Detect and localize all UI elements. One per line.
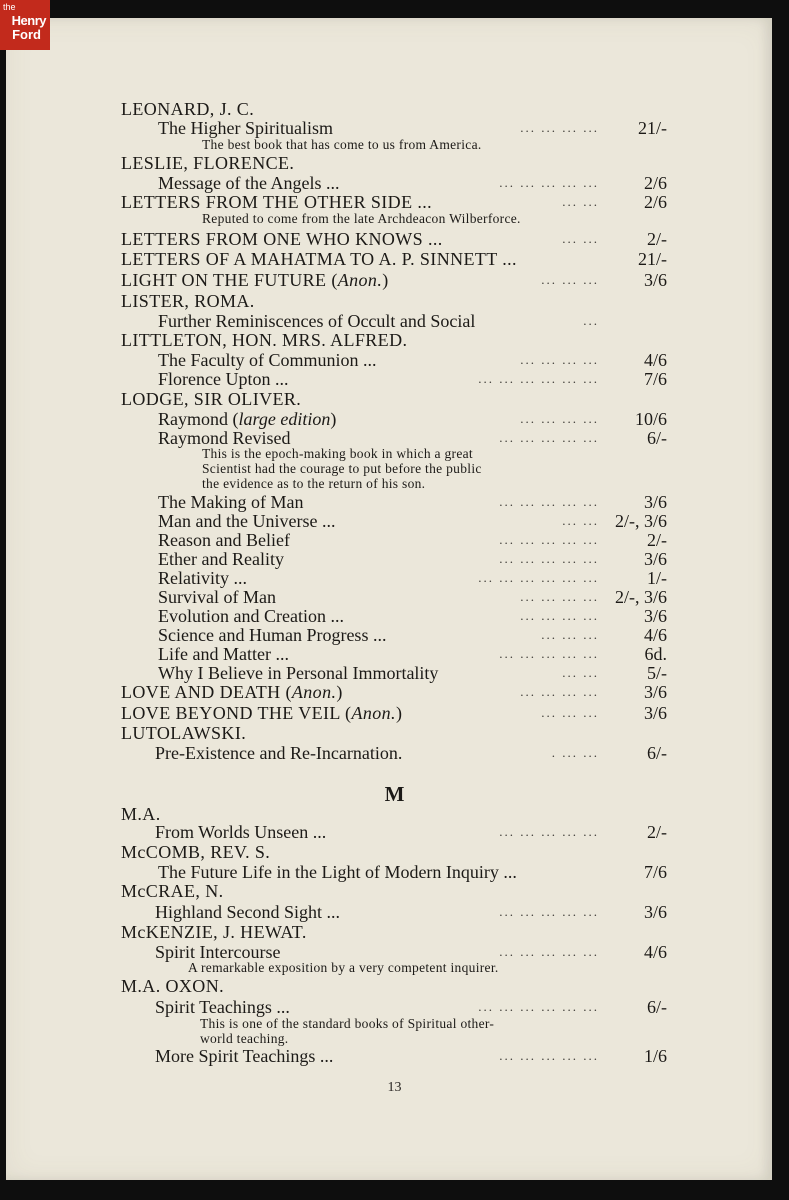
- entry-text: The best book that has come to us from America.: [202, 137, 482, 152]
- logo-text-the: the: [3, 2, 16, 12]
- entry-text: Reason and Belief: [158, 530, 290, 550]
- note-standard-books-2: [200, 1031, 288, 1046]
- author-ma: [121, 804, 161, 824]
- leader-dots: ...: [583, 313, 599, 328]
- leader-dots: ... ... ... ... ...: [499, 824, 599, 839]
- price: 2/6: [643, 192, 667, 212]
- price: 2/-: [647, 530, 667, 550]
- entry-text: Spirit Teachings ...: [155, 997, 290, 1017]
- entry-text: M.A. OXON.: [121, 976, 224, 996]
- author-lutolawski: [121, 723, 246, 743]
- title-relativity: [158, 568, 247, 588]
- entry-text: LIGHT ON THE FUTURE (: [121, 270, 338, 290]
- entry-text: LETTERS FROM THE OTHER SIDE ...: [121, 192, 433, 212]
- title-raymond-large: [158, 409, 336, 429]
- title-ether-and-reality: [158, 549, 284, 569]
- price: 1/-: [647, 568, 667, 588]
- price: 10/6: [634, 409, 667, 429]
- title-more-spirit-teachings: [155, 1046, 333, 1066]
- title-further-reminiscences: [158, 311, 475, 331]
- entry-text: The Higher Spiritualism: [158, 118, 333, 138]
- leader-dots: ... ...: [562, 194, 599, 209]
- price: 4/6: [643, 350, 667, 370]
- entry-text: Ether and Reality: [158, 549, 284, 569]
- entry-italic: Anon.: [337, 270, 383, 290]
- entry-text: From Worlds Unseen ...: [155, 822, 327, 842]
- title-why-i-believe: [158, 663, 438, 683]
- price: 4/6: [643, 625, 667, 645]
- entry-text: Survival of Man: [158, 587, 276, 607]
- price: 3/6: [643, 703, 667, 723]
- leader-dots: ... ... ... ... ...: [499, 430, 599, 445]
- leader-dots: ... ... ...: [541, 272, 599, 287]
- entry-text: Scientist had the courage to put before the public: [202, 461, 482, 476]
- entry-text: LUTOLAWSKI.: [121, 723, 247, 743]
- leader-dots: ... ... ... ... ...: [499, 944, 599, 959]
- title-letters-one-who-knows: [121, 229, 443, 249]
- entry-text: The Making of Man: [158, 492, 304, 512]
- entry-text-after: ): [336, 682, 343, 702]
- title-from-worlds-unseen: [155, 822, 326, 842]
- entry-text: LETTERS FROM ONE WHO KNOWS ...: [121, 229, 443, 249]
- entry-text: Message of the Angels ...: [158, 173, 340, 193]
- title-raymond-revised: [158, 428, 291, 448]
- price: 2/-, 3/6: [615, 587, 667, 607]
- leader-dots: ... ... ... ... ... ...: [478, 999, 599, 1014]
- leader-dots: ... ... ... ... ...: [499, 551, 599, 566]
- entry-text: LODGE, SIR OLIVER.: [121, 389, 302, 409]
- entry-text: More Spirit Teachings ...: [155, 1046, 334, 1066]
- title-spirit-intercourse: [155, 942, 280, 962]
- author-littleton: [121, 330, 407, 350]
- leader-dots: . ... ...: [551, 745, 599, 760]
- note-wilberforce: [202, 211, 521, 226]
- leader-dots: ... ... ... ... ... ...: [478, 371, 599, 386]
- title-love-beyond-veil: [121, 703, 402, 723]
- entry-italic: Anon.: [351, 703, 396, 723]
- note-epoch-1: [202, 446, 473, 461]
- entry-text: Relativity ...: [158, 568, 247, 588]
- entry-text: Evolution and Creation ...: [158, 606, 344, 626]
- note-remarkable-exposition: [188, 960, 499, 975]
- title-florence-upton: [158, 369, 288, 389]
- price: 7/6: [643, 862, 667, 882]
- title-message-of-angels: [158, 173, 339, 193]
- leader-dots: ... ... ... ... ...: [499, 1048, 599, 1063]
- price: 3/6: [643, 902, 667, 922]
- entry-text: Life and Matter ...: [158, 644, 289, 664]
- price: 2/-, 3/6: [615, 511, 667, 531]
- price: 3/6: [643, 270, 667, 290]
- leader-dots: ... ... ... ...: [520, 352, 599, 367]
- entry-text: McCRAE, N.: [121, 881, 224, 901]
- author-mccomb: [121, 842, 270, 862]
- price: 21/-: [638, 118, 667, 138]
- entry-text: A remarkable exposition by a very competent inquirer.: [188, 960, 499, 975]
- leader-dots: ... ... ... ... ...: [499, 532, 599, 547]
- author-mccrae: [121, 881, 224, 901]
- entry-text: Highland Second Sight ...: [155, 902, 340, 922]
- entry-text: LOVE BEYOND THE VEIL (: [121, 703, 352, 723]
- price: 3/6: [643, 682, 667, 702]
- leader-dots: ... ... ... ... ...: [499, 646, 599, 661]
- price: 21/-: [638, 249, 667, 269]
- title-light-on-future: [121, 270, 389, 290]
- leader-dots: ... ...: [562, 513, 599, 528]
- entry-text: The Faculty of Communion ...: [158, 350, 377, 370]
- author-lodge: [121, 389, 301, 409]
- title-faculty-of-communion: [158, 350, 376, 370]
- title-letters-mahatma: [121, 249, 517, 269]
- entry-text: LEONARD, J. C.: [121, 99, 255, 119]
- price: 3/6: [643, 549, 667, 569]
- leader-dots: ... ... ...: [541, 705, 599, 720]
- title-life-and-matter: [158, 644, 289, 664]
- price: 6/-: [647, 743, 667, 763]
- price: 2/-: [647, 229, 667, 249]
- leader-dots: ... ... ... ... ... ...: [478, 570, 599, 585]
- entry-text: LETTERS OF A MAHATMA TO A. P. SINNETT ...: [121, 249, 517, 269]
- entry-text: Raymond Revised: [158, 428, 291, 448]
- price: 6/-: [647, 428, 667, 448]
- section-letter: M: [384, 782, 405, 806]
- entry-italic: large edition: [238, 409, 331, 429]
- entry-text: LITTLETON, HON. MRS. ALFRED.: [121, 330, 408, 350]
- title-highland-second-sight: [155, 902, 340, 922]
- leader-dots: ... ... ... ...: [520, 120, 599, 135]
- author-lister: [121, 291, 255, 311]
- title-spirit-teachings: [155, 997, 290, 1017]
- entry-italic: Anon.: [291, 682, 337, 702]
- entry-text: LESLIE, FLORENCE.: [121, 153, 295, 173]
- entry-text: Further Reminiscences of Occult and Social: [158, 311, 476, 331]
- logo-text-henry: Henry: [11, 13, 46, 28]
- title-love-and-death: [121, 682, 343, 702]
- leader-dots: ... ... ... ... ...: [499, 175, 599, 190]
- title-reason-and-belief: [158, 530, 290, 550]
- entry-text: Man and the Universe ...: [158, 511, 336, 531]
- title-letters-other-side: [121, 192, 432, 212]
- leader-dots: ... ... ... ...: [520, 684, 599, 699]
- entry-text: McKENZIE, J. HEWAT.: [121, 922, 307, 942]
- note-best-book: [202, 137, 482, 152]
- price: 7/6: [643, 369, 667, 389]
- price: 4/6: [643, 942, 667, 962]
- leader-dots: ... ... ...: [541, 627, 599, 642]
- entry-text: Spirit Intercourse: [155, 942, 281, 962]
- note-epoch-3: [202, 476, 425, 491]
- leader-dots: ... ... ... ...: [520, 589, 599, 604]
- author-leonard: [121, 99, 254, 119]
- entry-text-after: ): [395, 703, 403, 723]
- entry-text: M.A.: [121, 804, 161, 824]
- price: 3/6: [643, 492, 667, 512]
- price: 2/-: [647, 822, 667, 842]
- title-future-life: [158, 862, 517, 882]
- note-epoch-2: [202, 461, 482, 476]
- henry-ford-logo: [0, 0, 50, 50]
- leader-dots: ... ... ... ... ...: [499, 904, 599, 919]
- leader-dots: ... ... ... ...: [520, 608, 599, 623]
- entry-text: This is the epoch-making book in which a great: [202, 446, 473, 461]
- entry-text: Reputed to come from the late Archdeacon Wilberforce.: [202, 211, 521, 226]
- entry-text: Why I Believe in Personal Immortality: [158, 663, 439, 683]
- author-leslie: [121, 153, 294, 173]
- title-higher-spiritualism: [158, 118, 333, 138]
- entry-text: Florence Upton ...: [158, 369, 289, 389]
- leader-dots: ... ...: [562, 231, 599, 246]
- entry-text: Pre-Existence and Re-Incarnation.: [155, 743, 403, 763]
- title-man-and-universe: [158, 511, 335, 531]
- price: 2/6: [643, 173, 667, 193]
- title-science-human-progress: [158, 625, 386, 645]
- entry-text: world teaching.: [200, 1031, 289, 1046]
- leader-dots: ... ... ... ... ...: [499, 494, 599, 509]
- title-making-of-man: [158, 492, 303, 512]
- logo-text-ford: Ford: [12, 27, 41, 42]
- entry-text: Raymond (: [158, 409, 239, 429]
- price: 3/6: [643, 606, 667, 626]
- entry-text: Science and Human Progress ...: [158, 625, 387, 645]
- price: 6/-: [647, 997, 667, 1017]
- author-mckenzie: [121, 922, 307, 942]
- author-ma-oxon: [121, 976, 224, 996]
- entry-text: McCOMB, REV. S.: [121, 842, 271, 862]
- title-evolution-and-creation: [158, 606, 344, 626]
- title-pre-existence: [155, 743, 402, 763]
- entry-text: The Future Life in the Light of Modern Inquiry ...: [158, 862, 517, 882]
- entry-text: LOVE AND DEATH (: [121, 682, 292, 702]
- price: 6d.: [644, 644, 667, 664]
- entry-text: This is one of the standard books of Spiritual other-: [200, 1016, 495, 1031]
- price: 1/6: [643, 1046, 667, 1066]
- leader-dots: ... ... ... ...: [520, 411, 599, 426]
- note-standard-books-1: [200, 1016, 494, 1031]
- entry-text-after: ): [382, 270, 389, 290]
- page-number: 13: [387, 1080, 402, 1095]
- entry-text-after: ): [330, 409, 337, 429]
- entry-text: the evidence as to the return of his son.: [202, 476, 426, 491]
- price: 5/-: [647, 663, 667, 683]
- leader-dots: ... ...: [562, 665, 599, 680]
- title-survival-of-man: [158, 587, 276, 607]
- entry-text: LISTER, ROMA.: [121, 291, 255, 311]
